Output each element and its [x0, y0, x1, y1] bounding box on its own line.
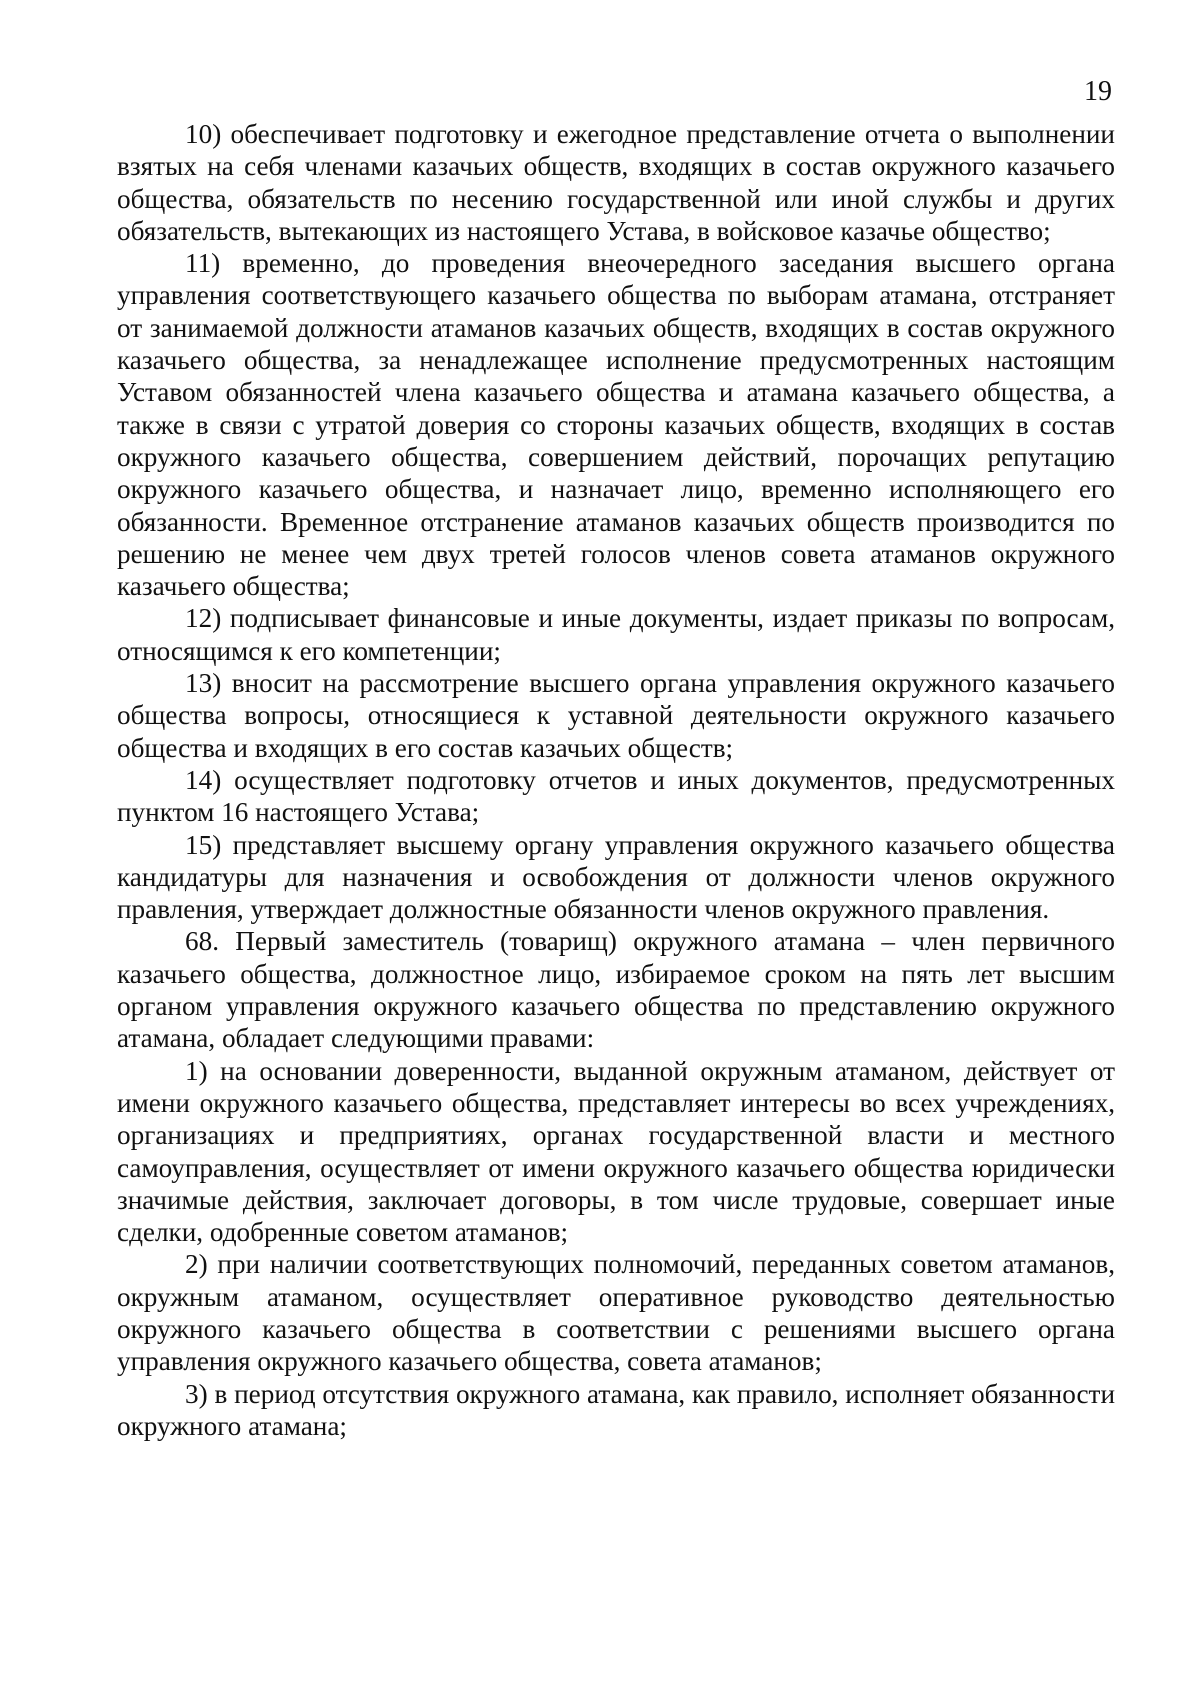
paragraph-right-1: 1) на основании доверенности, выданной окружным атаманом, действует от имени окружного казачьего общества, представляет интересы во всех учреждениях, организациях и предприятиях, органах государственной власти и местного самоуправления, осуществляет от имени окружного казачьего общества юридически значимые действия, заключает договоры, в том числе трудовые, совершает иные сделки, одобренные советом атаманов;	[117, 1055, 1115, 1248]
paragraph-item-12: 12) подписывает финансовые и иные документы, издает приказы по вопросам, относящимся к его компетенции;	[117, 603, 1115, 666]
paragraph-item-10: 10) обеспечивает подготовку и ежегодное представление отчета о выполнении взятых на себя членами казачьих обществ, входящих в состав окружного казачьего общества, обязательств по несению государственной или иной службы и других обязательств, вытекающих из настоящего Устава, в войсковое казачье общество;	[117, 119, 1115, 246]
document-body	[117, 118, 1115, 1442]
paragraph-item-14: 14) осуществляет подготовку отчетов и иных документов, предусмотренных пунктом 16 настоящего Устава;	[117, 764, 1115, 828]
paragraph-right-3: 3) в период отсутствия окружного атамана, как правило, исполняет обязанности окружного атамана;	[117, 1378, 1115, 1441]
page-number: 19	[1084, 76, 1112, 107]
paragraph-item-13: 13) вносит на рассмотрение высшего органа управления окружного казачьего общества вопросы, относящиеся к уставной деятельности окружного казачьего общества и входящих в его состав казачьих обществ;	[117, 668, 1115, 763]
paragraph-item-11: 11) временно, до проведения внеочередного заседания высшего органа управления соответствующего казачьего общества по выборам атамана, отстраняет от занимаемой должности атаманов казачьих обществ, входящих в состав окружного казачьего общества, за ненадлежащее исполнение предусмотренных настоящим Уставом обязанностей члена казачьего общества и атамана казачьего общества, а также в связи с утратой доверия со стороны казачьих обществ, входящих в состав окружного казачьего общества, совершением действий, порочащих репутацию окружного казачьего общества, и назначает лицо, временно исполняющего его обязанности. Временное отстранение атаманов казачьих обществ производится по решению не менее чем двух третей голосов членов совета атаманов окружного казачьего общества;	[117, 248, 1115, 602]
paragraph-section-68: 68. Первый заместитель (товарищ) окружного атамана – член первичного казачьего общества, должностное лицо, избираемое сроком на пять лет высшим органом управления окружного казачьего общества по представлению окружного атамана, обладает следующими правами:	[117, 926, 1115, 1054]
paragraph-item-15: 15) представляет высшему органу управления окружного казачьего общества кандидатуры для назначения и освобождения от должности членов окружного правления, утверждает должностные обязанности членов окружного правления.	[117, 829, 1115, 925]
paragraph-right-2: 2) при наличии соответствующих полномочий, переданных советом атаманов, окружным атаманом, осуществляет оперативное руководство деятельностью окружного казачьего общества в соответствии с решениями высшего органа управления окружного казачьего общества, совета атаманов;	[117, 1249, 1115, 1377]
